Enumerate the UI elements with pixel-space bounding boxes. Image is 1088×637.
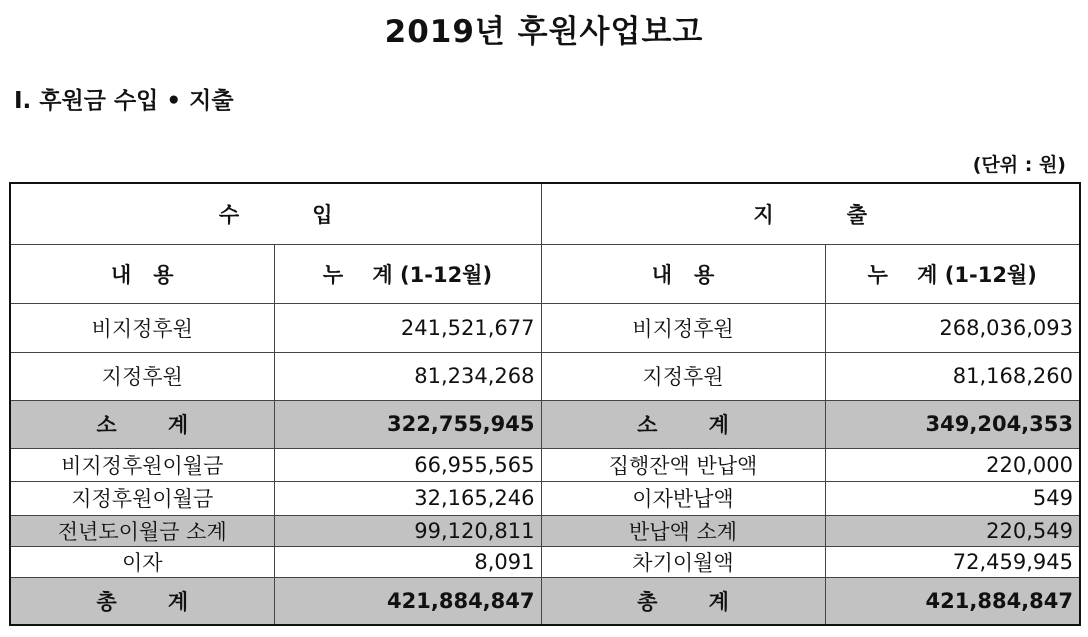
unit-label: (단위 : 원) — [972, 154, 1066, 176]
expense-header: 지 출 — [541, 183, 1080, 244]
expense-value: 220,000 — [825, 448, 1080, 481]
table-header-row — [10, 183, 1080, 244]
income-content-header: 내 용 — [10, 244, 274, 303]
income-value: 66,955,565 — [274, 448, 541, 481]
expense-label: 지정후원 — [541, 352, 825, 400]
income-label: 비지정후원 — [10, 303, 274, 352]
table-subheader-row — [10, 244, 1080, 303]
expense-value: 349,204,353 — [825, 400, 1080, 448]
section-title: Ⅰ. 후원금 수입 • 지출 — [14, 88, 234, 114]
income-label: 소 계 — [10, 400, 274, 448]
expense-value: 549 — [825, 481, 1080, 515]
grand-total-row — [10, 577, 1080, 625]
income-label: 전년도이월금 소계 — [10, 515, 274, 546]
table-row — [10, 546, 1080, 577]
expense-label: 비지정후원 — [541, 303, 825, 352]
expense-label: 소 계 — [541, 400, 825, 448]
table-row — [10, 448, 1080, 481]
expense-value: 421,884,847 — [825, 577, 1080, 625]
income-value: 8,091 — [274, 546, 541, 577]
expense-cumulative-header: 누 계 (1-12월) — [825, 244, 1080, 303]
subtotal-row — [10, 400, 1080, 448]
income-value: 322,755,945 — [274, 400, 541, 448]
income-value: 99,120,811 — [274, 515, 541, 546]
table-row — [10, 352, 1080, 400]
income-value: 81,234,268 — [274, 352, 541, 400]
income-label: 이자 — [10, 546, 274, 577]
table-row — [10, 481, 1080, 515]
expense-value: 220,549 — [825, 515, 1080, 546]
income-label: 지정후원이월금 — [10, 481, 274, 515]
expense-value: 72,459,945 — [825, 546, 1080, 577]
expense-value: 81,168,260 — [825, 352, 1080, 400]
income-value: 421,884,847 — [274, 577, 541, 625]
carryover-subtotal-row — [10, 515, 1080, 546]
expense-label: 총 계 — [541, 577, 825, 625]
expense-label: 반납액 소계 — [541, 515, 825, 546]
table-row — [10, 303, 1080, 352]
expense-label: 집행잔액 반납액 — [541, 448, 825, 481]
income-expense-table — [9, 182, 1081, 626]
income-cumulative-header: 누 계 (1-12월) — [274, 244, 541, 303]
income-header: 수 입 — [10, 183, 541, 244]
income-value: 32,165,246 — [274, 481, 541, 515]
expense-value: 268,036,093 — [825, 303, 1080, 352]
income-value: 241,521,677 — [274, 303, 541, 352]
income-label: 비지정후원이월금 — [10, 448, 274, 481]
expense-content-header: 내 용 — [541, 244, 825, 303]
income-label: 지정후원 — [10, 352, 274, 400]
income-label: 총 계 — [10, 577, 274, 625]
expense-label: 차기이월액 — [541, 546, 825, 577]
page-title: 2019년 후원사업보고 — [384, 14, 704, 50]
expense-label: 이자반납액 — [541, 481, 825, 515]
